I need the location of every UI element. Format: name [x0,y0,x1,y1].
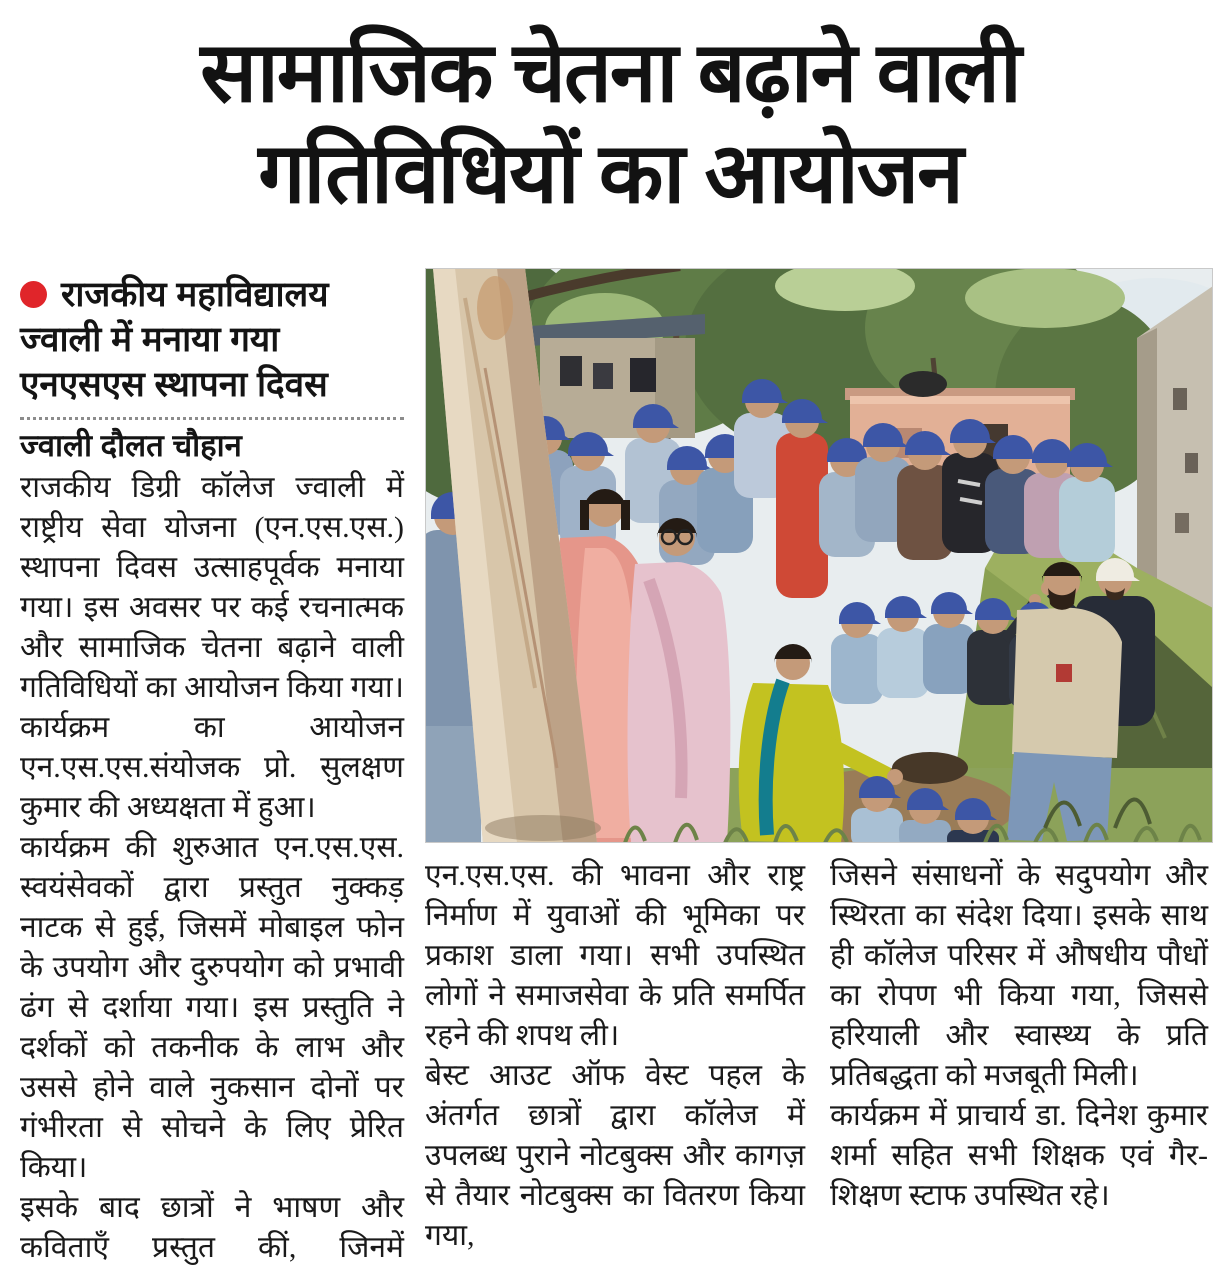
paragraph: एन.एस.एस. की भावना और राष्ट्र निर्माण में युवाओं की भूमिका पर प्रकाश डाला गया। सभी उपस्थित लोगों ने समाजसेवा के प्रति समर्पित रहने की शपथ ली। [425,859,805,1052]
article-subhead [20,272,404,407]
red-bullet-icon [20,281,47,308]
group-photo-illustration [425,268,1213,843]
paragraph: इसके बाद छात्रों ने भाषण और कविताएँ प्रस्तुत कीं, जिनमें [20,1191,404,1264]
right-column [830,856,1208,1216]
byline: ज्वाली दौलत चौहान [20,428,242,463]
paragraph: जिसने संसाधनों के सदुपयोग और स्थिरता का संदेश दिया। इसके साथ ही कॉलेज परिसर में औषधीय पौधों का रोपण भी किया गया, जिससे हरियाली और स्वास्थ्य के प्रति प्रतिबद्धता को मजबूती मिली। [830,859,1208,1092]
subhead-text: राजकीय महाविद्यालय ज्वाली में मनाया गया एनएसएस स्थापना दिवस [20,275,329,404]
paragraph: राजकीय डिग्री कॉलेज ज्वाली में राष्ट्रीय सेवा योजना (एन.एस.एस.) स्थापना दिवस उत्साहपूर्वक मनाया गया। इस अवसर पर कई रचनात्मक और सामाजिक चेतना बढ़ाने वाली गतिविधियों का आयोजन किया गया। कार्यक्रम का आयोजन एन.एस.एस.संयोजक प्रो. सुलक्षण कुमार की अध्यक्षता में हुआ। [20,471,404,824]
headline-line-1: सामाजिक चेतना बढ़ाने वाली [200,25,1020,119]
article-photo [425,268,1213,843]
article-headline [0,22,1220,224]
paragraph: कार्यक्रम की शुरुआत एन.एस.एस. स्वयंसेवकों द्वारा प्रस्तुत नुक्कड़ नाटक से हुई, जिसमें मोबाइल फोन के उपयोग और दुरुपयोग को प्रभावी ढंग से दर्शाया गया। इस प्रस्तुति ने दर्शकों को तकनीक के लाभ और उससे होने वाले नुकसान दोनों पर गंभीरता से सोचने के लिए प्रेरित किया। [20,831,404,1184]
dotted-divider [20,417,404,420]
middle-column [425,856,805,1256]
left-column [20,272,404,1268]
paragraph: बेस्ट आउट ऑफ वेस्ट पहल के अंतर्गत छात्रों द्वारा कॉलेज में उपलब्ध पुराने नोटबुक्स और कागज़ से तैयार नोटबुक्स का वितरण किया गया, [425,1059,805,1252]
paragraph: कार्यक्रम में प्राचार्य डा. दिनेश कुमार शर्मा सहित सभी शिक्षक एवं गैर-शिक्षण स्टाफ उपस्थित रहे। [830,1099,1208,1212]
headline-line-2: गतिविधियों का आयोजन [258,126,962,220]
left-column-text [20,468,404,1268]
